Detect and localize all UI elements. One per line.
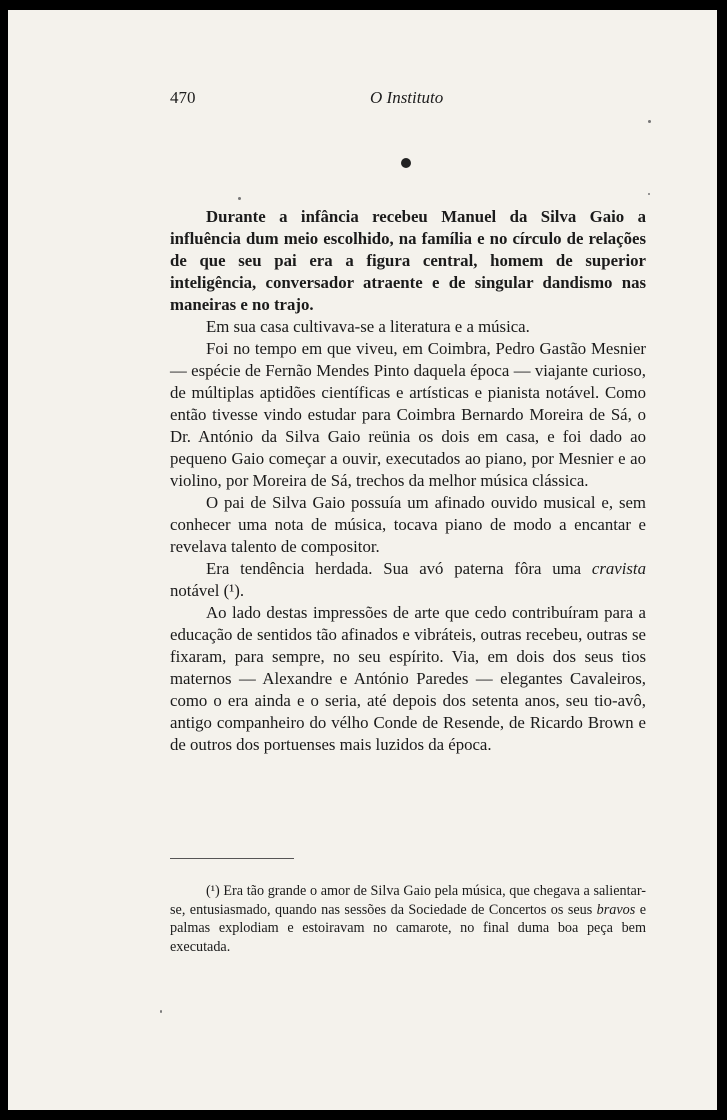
bullet-ornament-icon <box>401 158 411 168</box>
paragraph-3: Foi no tempo em que viveu, em Coimbra, Pedro Gastão Mesnier — espécie de Fernão Mendes Pinto daquela época — viajante curioso, de múltiplas aptidões científicas e artísticas e pianista notável. Como então tivesse vindo estudar para Coimbra Bernardo Moreira de Sá, o Dr. António da Silva Gaio reünia os dois em casa, e foi dado ao pequeno Gaio começar a ouvir, executados ao piano, por Mesnier e ao violino, por Moreira de Sá, trechos da melhor música clássica. <box>170 339 646 490</box>
paragraph-1: Durante a infância recebeu Manuel da Silva Gaio a influência dum meio escolhido, na família e no círculo de relações de que seu pai era a figura central, homem de superior inteligência, conversador atraente e de singular dandismo nas maneiras e no trajo. <box>170 207 646 314</box>
paragraph-5-after: notável <box>170 581 220 600</box>
footnote-italic: bravos <box>596 901 636 918</box>
running-title: O Instituto <box>370 88 444 107</box>
footnote-reference: (¹). <box>223 581 245 600</box>
page-number: 470 <box>170 88 196 107</box>
paragraph-6: Ao lado destas impressões de arte que cedo contribuíram para a educação de sentidos tão afinados e vibráteis, outras recebeu, outras se fixaram, para sempre, no seu espírito. Via, em dois dos seus tios maternos — Alexandre e António Paredes — elegantes Cavaleiros, como o era ainda e o seria, até depois dos setenta anos, seu tio-avô, antigo companheiro do vélho Conde de Resende, de Ricardo Brown e de outros dos portuenses mais luzidos da época. <box>170 603 646 754</box>
paragraph-5-text: Era tendência herdada. Sua avó paterna fôra uma <box>206 559 582 578</box>
paragraph-2: Em sua casa cultivava-se a literatura e a música. <box>206 317 530 336</box>
paper-speck <box>238 197 241 200</box>
paragraph-4: O pai de Silva Gaio possuía um afinado ouvido musical e, sem conhecer uma nota de música, tocava piano de modo a encantar e revelava talento de compositor. <box>170 493 646 556</box>
footnote-text: Era tão grande o amor de Silva Gaio pela música, que chegava a salientar-se, entusiasmado, quando nas sessões da Sociedade de Concertos os seus <box>170 883 646 918</box>
paragraph-5 <box>170 558 646 602</box>
body-text <box>170 206 646 756</box>
footnote-divider <box>170 858 294 859</box>
book-page <box>8 10 717 1110</box>
page-header <box>170 88 646 114</box>
footnote <box>170 882 646 956</box>
footnote-marker: (¹) <box>206 883 220 899</box>
paper-speck <box>648 120 651 123</box>
paper-speck <box>160 1010 162 1013</box>
paper-speck <box>648 193 650 195</box>
paragraph-5-italic: cravista <box>591 559 646 578</box>
footnote-text-end: e palmas explodiam e estoiravam no camarote, no final duma boa peça bem executada. <box>170 901 647 955</box>
